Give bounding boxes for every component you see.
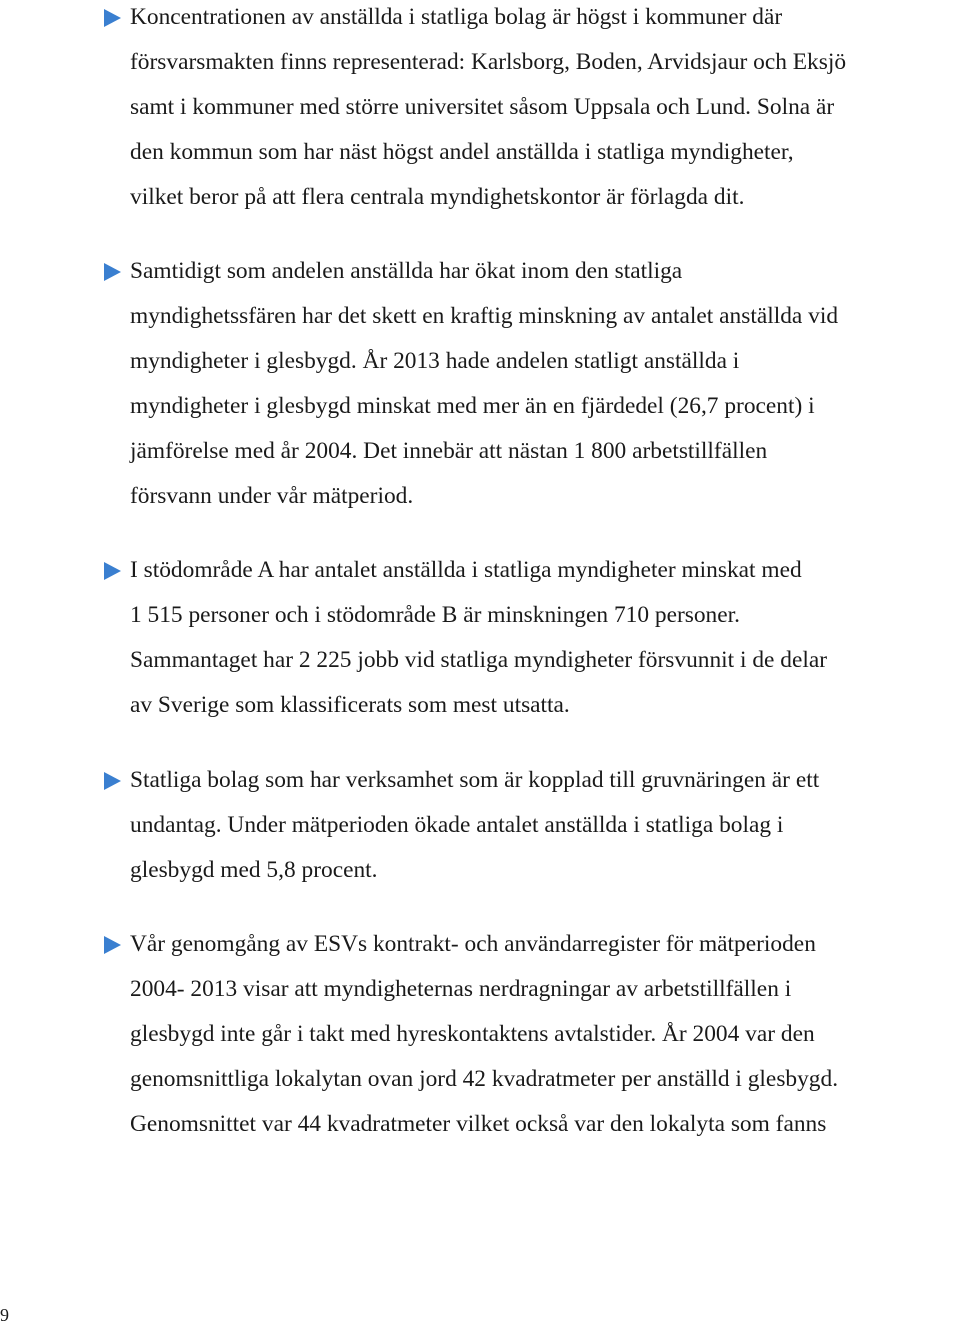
text-line: den kommun som har näst högst andel anställda i statliga myndigheter, <box>130 139 794 165</box>
text-line: av Sverige som klassificerats som mest utsatta. <box>130 692 570 718</box>
triangle-right-icon <box>104 562 121 580</box>
text-line: samt i kommuner med större universitet såsom Uppsala och Lund. Solna är <box>130 94 835 120</box>
triangle-right-icon <box>104 9 121 27</box>
text-line: Koncentrationen av anställda i statliga bolag är högst i kommuner där <box>130 4 783 30</box>
text-line: myndigheter i glesbygd. År 2013 hade andelen statligt anställda i <box>130 348 740 374</box>
text-line: försvann under vår mätperiod. <box>130 483 414 509</box>
triangle-right-icon <box>104 263 121 281</box>
text-line: glesbygd med 5,8 procent. <box>130 857 378 883</box>
text-line: Sammantaget har 2 225 jobb vid statliga myndigheter försvunnit i de delar <box>130 647 828 673</box>
text-line: jämförelse med år 2004. Det innebär att nästan 1 800 arbetstillfällen <box>130 438 768 464</box>
text-line: undantag. Under mätperioden ökade antalet anställda i statliga bolag i <box>130 812 784 838</box>
text-line: glesbygd inte går i takt med hyreskontaktens avtalstider. År 2004 var den <box>130 1021 815 1047</box>
text-line: försvarsmakten finns representerad: Karlsborg, Boden, Arvidsjaur och Eksjö <box>130 49 847 75</box>
text-line: vilket beror på att flera centrala myndighetskontor är förlagda dit. <box>130 184 745 210</box>
triangle-right-icon <box>104 772 121 790</box>
text-line: I stödområde A har antalet anställda i statliga myndigheter minskat med <box>130 557 802 583</box>
text-line: 2004- 2013 visar att myndigheternas nerdragningar av arbetstillfällen i <box>130 976 792 1002</box>
triangle-right-icon <box>104 936 121 954</box>
text-line: 1 515 personer och i stödområde B är minskningen 710 personer. <box>130 602 740 628</box>
text-line: myndighetssfären har det skett en kraftig minskning av antalet anställda vid <box>130 303 839 329</box>
text-line: genomsnittliga lokalytan ovan jord 42 kvadratmeter per anställd i glesbygd. <box>130 1066 839 1092</box>
text-line: Statliga bolag som har verksamhet som är kopplad till gruvnäringen är ett <box>130 767 820 793</box>
text-line: Vår genomgång av ESVs kontrakt- och användarregister för mätperioden <box>130 931 816 957</box>
text-line: Samtidigt som andelen anställda har ökat inom den statliga <box>130 258 683 284</box>
text-line: Genomsnittet var 44 kvadratmeter vilket också var den lokalyta som fanns <box>130 1111 827 1137</box>
page-number: 9 <box>0 1305 9 1325</box>
text-line: myndigheter i glesbygd minskat med mer än en fjärdedel (26,7 procent) i <box>130 393 815 419</box>
